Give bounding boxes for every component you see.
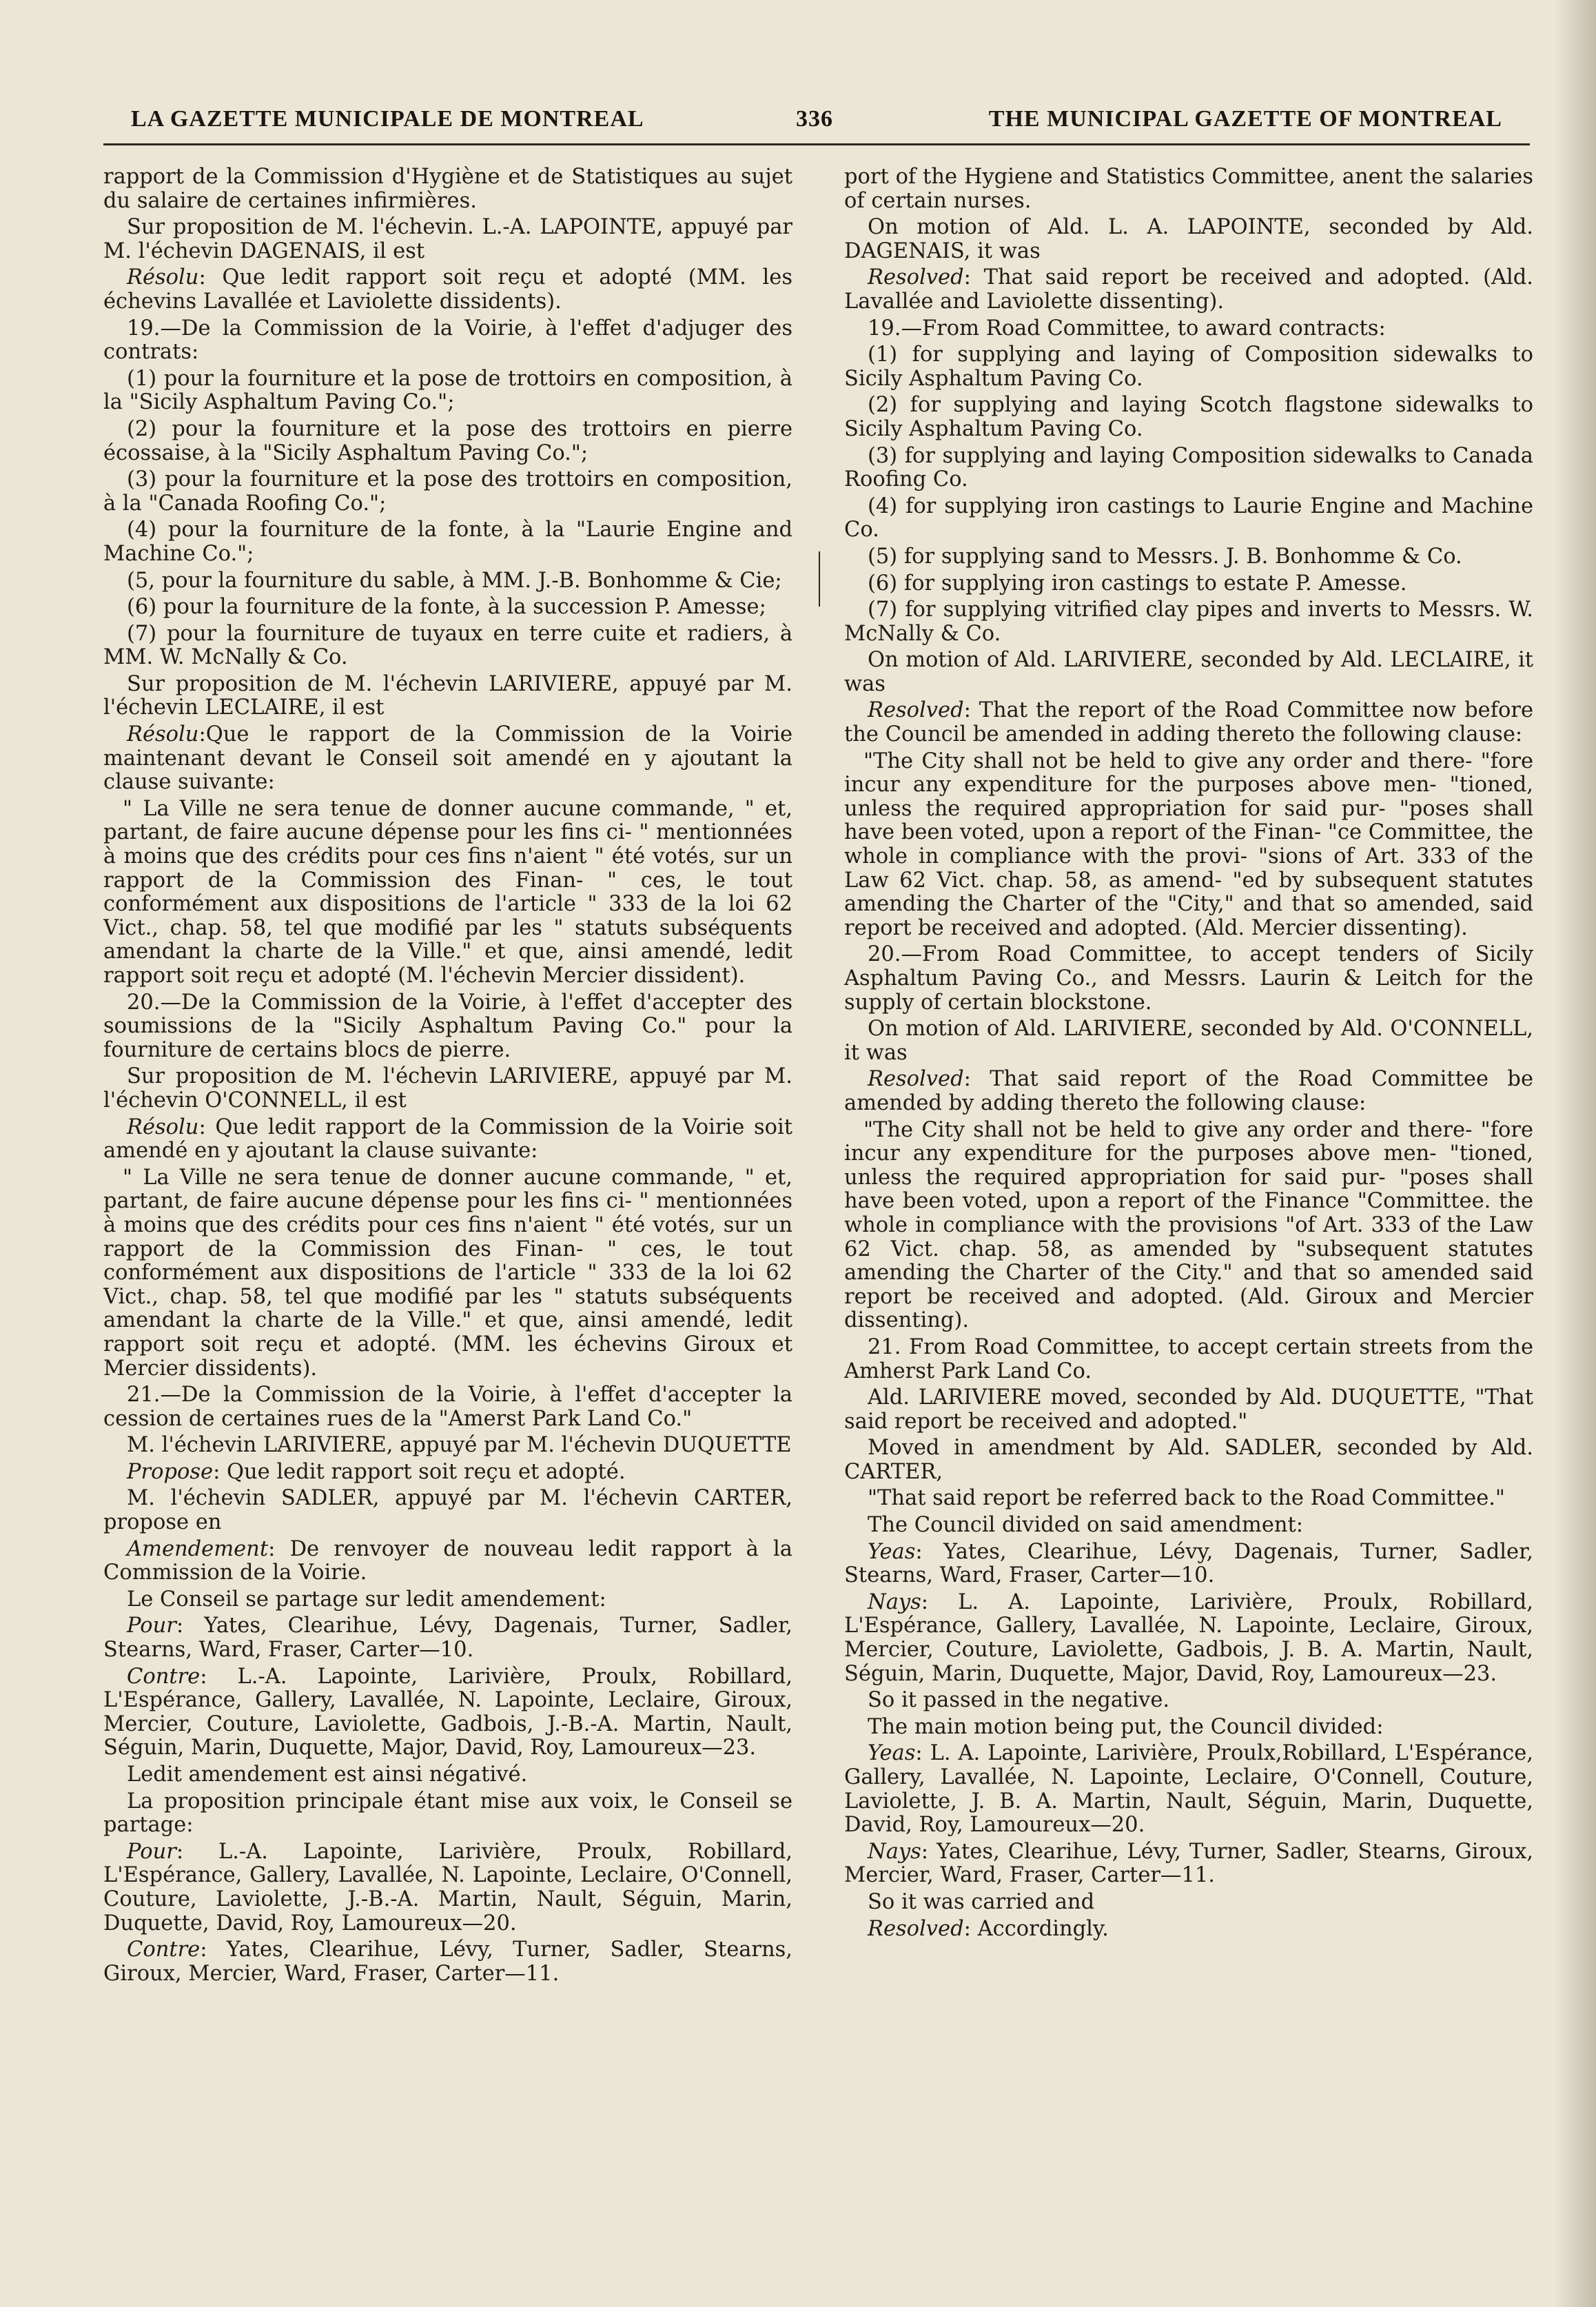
paragraph-label: Resolved [868,1916,964,1941]
paragraph [103,991,792,1063]
paragraph [844,1119,1533,1333]
paragraph-label: Contre [127,1664,201,1689]
paragraph [844,1514,1533,1538]
paragraph [844,545,1533,569]
paragraph [103,1538,792,1585]
paragraph-text: Sur proposition de M. l'échevin LARIVIERE, appuyé par M. l'échevin LECLAIRE, il est [103,671,792,720]
paragraph [844,495,1533,542]
paragraph-text: The Council divided on said amendment: [868,1513,1304,1538]
page-edge-shadow [1555,0,1596,2307]
paragraph-text: : L.-A. Lapointe, Larivière, Proulx, Robillard, L'Espérance, Gallery, Lavallée, N. Lapointe, Leclaire, O'Connell, Couture, Laviolette, J.-B.-A. Martin, Nault, Séguin, Marin, Duquette, David, Roy, Lamoureux—20. [103,1839,792,1935]
paragraph [844,1436,1533,1484]
header-title-french: LA GAZETTE MUNICIPALE DE MONTREAL [131,106,644,132]
paragraph-text: : That said report be received and adopted. (Ald. Lavallée and Laviolette dissenting). [844,265,1533,314]
paragraph [844,317,1533,341]
paragraph [103,1065,792,1112]
paragraph-text: : L.-A. Lapointe, Larivière, Proulx, Robillard, L'Espérance, Gallery, Lavallée, N. Lapointe, Leclaire, Giroux, Mercier, Couture, Laviolette, Gadbois, J.-B.-A. Martin, Nault, Séguin, Marin, Duquette, Major, David, Roy, Lamoureux—23. [103,1664,792,1760]
paragraph [103,1938,792,1986]
paragraph-text: 20.—De la Commission de la Voirie, à l'effet d'accepter des soumissions de la "Sicily Asphaltum Paving Co." pour la fourniture de certains blocs de pierre. [103,990,792,1062]
paragraph [103,317,792,365]
paragraph-text: (6) for supplying iron castings to estate P. Amesse. [868,571,1407,596]
paragraph [844,598,1533,646]
paragraph-text: (2) pour la fourniture et la pose des trottoirs en pierre écossaise, à la "Sicily Asphaltum Paving Co."; [103,416,792,465]
paragraph-label: Amendement [127,1536,269,1561]
paragraph-text: rapport de la Commission d'Hygiène et de Statistiques au sujet du salaire de certaines infirmières. [103,165,792,213]
paragraph-text: 19.—From Road Committee, to award contracts: [868,316,1386,341]
paragraph-text: "That said report be referred back to the Road Committee." [868,1486,1505,1511]
paragraph [103,797,792,988]
paragraph-text: La proposition principale étant mise aux voix, le Conseil se partage: [103,1789,792,1838]
paragraph-text: "The City shall not be held to give any order and there- "fore incur any expenditure for the purposes above men- "tioned, unless the required appropriation for said pur- "poses shall have been voted, upon a report of the Finance "Committee. the whole in compliance with the provisions "of Art. 333 of the Law 62 Vict. chap. 58, as amended by "subsequent statutes amending the Charter of the City." and that so amended said report be received and adopted. (Ald. Giroux and Mercier dissenting). [844,1117,1533,1333]
paragraph-text: 20.—From Road Committee, to accept tenders of Sicily Asphaltum Paving Co., and Messrs. Laurin & Leitch for the supply of certain blockstone. [844,942,1533,1015]
paragraph-text: " La Ville ne sera tenue de donner aucune commande, " et, partant, de faire aucune dépense pour les fins ci- " mentionnées à moins que des crédits pour ces fins n'aient " été votés, sur un rapport de la Commission des Finan- " ces, le tout conformément aux dispositions de l'article " 333 de la loi 62 Vict., chap. 58, tel que modifié par les " statuts subséquents amendant la charte de la Ville." et que, ainsi amendé, ledit rapport soit reçu et adopté (M. l'échevin Mercier dissident). [103,796,792,988]
paragraph-text: "The City shall not be held to give any order and there- "fore incur any expenditure for the purposes above men- "tioned, unless the required appropriation for said pur- "poses shall have been voted, upon a report of the Finan- "ce Committee, the whole in compliance with the provi- "sions of Art. 333 of the Law 62 Vict. chap. 58, as amend- "ed by subsequent statutes amending the Charter of the "City," and that so amended, said report be received and adopted. (Ald. Mercier dissenting). [844,749,1533,940]
paragraph [844,572,1533,596]
paragraph [103,1487,792,1534]
paragraph [844,1336,1533,1383]
paragraph-text: So it was carried and [868,1889,1095,1914]
paragraph-text: port of the Hygiene and Statistics Committee, anent the salaries of certain nurses. [844,165,1533,213]
paragraph-label: Resolved [868,1067,964,1092]
paragraph [103,1461,792,1485]
paragraph [103,1763,792,1787]
paragraph [103,1588,792,1612]
paragraph-label: Pour [127,1614,176,1638]
paragraph-text: :Que le rapport de la Commission de la Voirie maintenant devant le Conseil soit amendé en y ajoutant la clause suivante: [103,722,792,795]
header-title-english: THE MUNICIPAL GAZETTE OF MONTREAL [988,106,1502,132]
paragraph [844,1068,1533,1115]
paragraph [103,418,792,465]
paragraph-text: : Yates, Clearihue, Lévy, Dagenais, Turner, Sadler, Stearns, Ward, Fraser, Carter—10. [103,1614,792,1663]
paragraph-text: : Que ledit rapport soit reçu et adopté. [213,1459,626,1484]
paragraph-text: Le Conseil se partage sur ledit amendement: [127,1587,606,1612]
paragraph [103,165,792,213]
paragraph-text: : L. A. Lapointe, Larivière, Proulx,Robillard, L'Espérance, Gallery, Lavallée, N. Lapointe, Leclaire, O'Connell, Couture, Laviolette, J. B. A. Martin, Nault, Séguin, Marin, Duquette, David, Roy, Lamoureux—20. [844,1741,1533,1838]
paragraph-text: On motion of Ald. LARIVIERE, seconded by Ald. O'CONNELL, it was [844,1017,1533,1065]
paragraph-text: 21.—De la Commission de la Voirie, à l'effet d'accepter la cession de certaines rues de la "Amerst Park Land Co." [103,1383,792,1431]
paragraph [103,1434,792,1458]
paragraph-label: Contre [127,1938,201,1962]
paragraph [103,1790,792,1838]
paragraph [103,518,792,566]
paragraph [844,343,1533,391]
paragraph [844,445,1533,492]
paragraph-label: Résolu [127,1115,199,1139]
paragraph-text: : That said report of the Road Committee be amended by adding thereto the following clause: [844,1067,1533,1115]
paragraph-text: (7) pour la fourniture de tuyaux en terre cuite et radiers, à MM. W. McNally & Co. [103,621,792,670]
paragraph-label: Résolu [127,265,199,290]
paragraph-text: : That the report of the Road Committee now before the Council be amended in adding thereto the following clause: [844,698,1533,747]
paragraph [844,394,1533,441]
paragraph-text: (4) for supplying iron castings to Laurie Engine and Machine Co. [844,494,1533,542]
paragraph [103,1383,792,1431]
paragraph [103,1166,792,1381]
paragraph-text: (4) pour la fourniture de la fonte, à la "Laurie Engine and Machine Co."; [103,518,792,566]
paragraph [844,1840,1533,1888]
page-header [131,103,1502,143]
paragraph [844,1017,1533,1065]
paragraph-text: : L. A. Lapointe, Larivière, Proulx, Robillard, L'Espérance, Gallery, Lavallée, N. Lapointe, Leclaire, Giroux, Mercier, Couture, Laviolette, Gadbois, J. B. A. Martin, Nault, Séguin, Marin, Duquette, Major, David, Roy, Lamoureux—23. [844,1589,1533,1686]
paragraph [103,596,792,620]
paragraph-text: (5) for supplying sand to Messrs. J. B. Bonhomme & Co. [868,544,1462,569]
paragraph [844,649,1533,696]
paragraph [103,468,792,516]
paragraph-text: (1) pour la fourniture et la pose de trottoirs en composition, à la "Sicily Asphaltum Paving Co."; [103,366,792,415]
paragraph-text: : Que ledit rapport de la Commission de la Voirie soit amendé en y ajoutant la clause suivante: [103,1115,792,1163]
paragraph-text: Sur proposition de M. l'échevin. L.-A. LAPOINTE, appuyé par M. l'échevin DAGENAIS, il est [103,215,792,263]
paragraph-text: Ledit amendement est ainsi négativé. [127,1762,528,1787]
paragraph [103,1614,792,1662]
paragraph [844,1716,1533,1740]
french-column [103,165,792,2275]
paragraph-text: M. l'échevin LARIVIERE, appuyé par M. l'échevin DUQUETTE [127,1433,792,1458]
paragraph [103,622,792,670]
paragraph-label: Résolu [127,722,199,747]
paragraph [844,1591,1533,1686]
column-divider [819,551,820,607]
paragraph [844,216,1533,263]
paragraph-text: : Yates, Clearihue, Lévy, Turner, Sadler, Stearns, Giroux, Mercier, Ward, Fraser, Carter—11. [844,1839,1533,1888]
paragraph [844,1386,1533,1434]
paragraph [103,569,792,593]
paragraph-text: M. l'échevin SADLER, appuyé par M. l'échevin CARTER, propose en [103,1486,792,1535]
paragraph-text: (1) for supplying and laying of Composition sidewalks to Sicily Asphaltum Paving Co. [844,343,1533,391]
paragraph-text: (7) for supplying vitrified clay pipes and inverts to Messrs. W. McNally & Co. [844,598,1533,646]
paragraph [844,165,1533,213]
paragraph [844,1487,1533,1511]
paragraph [103,1116,792,1163]
paragraph [103,266,792,314]
paragraph [103,1840,792,1935]
paragraph [103,1665,792,1760]
paragraph-text: : De renvoyer de nouveau ledit rapport à la Commission de la Voirie. [103,1536,792,1585]
paragraph [844,1918,1533,1942]
paragraph-text: (6) pour la fourniture de la fonte, à la succession P. Amesse; [127,595,766,620]
paragraph-label: Nays [868,1589,921,1614]
english-column [844,165,1533,2275]
paragraph-text: The main motion being put, the Council divided: [868,1714,1384,1739]
paragraph-text: On motion of Ald. LARIVIERE, seconded by Ald. LECLAIRE, it was [844,648,1533,696]
paragraph [844,1689,1533,1713]
paragraph [844,943,1533,1015]
paragraph-text: So it passed in the negative. [868,1688,1170,1713]
paragraph [103,673,792,720]
paragraph-text: (3) pour la fourniture et la pose des trottoirs en composition, à la "Canada Roofing Co."; [103,467,792,516]
paragraph [844,699,1533,746]
paragraph-label: Nays [868,1839,921,1864]
paragraph-text: : Yates, Clearihue, Lévy, Dagenais, Turner, Sadler, Stearns, Ward, Fraser, Carter—10. [844,1539,1533,1588]
paragraph-label: Resolved [868,698,964,723]
paragraph-label: Pour [127,1839,176,1864]
paragraph-text: : Accordingly. [963,1916,1109,1941]
paragraph [103,723,792,795]
paragraph-text: (5, pour la fourniture du sable, à MM. J.-B. Bonhomme & Cie; [127,568,782,593]
paragraph-label: Yeas [868,1539,916,1564]
paragraph-text: " La Ville ne sera tenue de donner aucune commande, " et, partant, de faire aucune dépense pour les fins ci- " mentionnées à moins que des crédits pour ces fins n'aient " été votés, sur un rapport de la Commission des Finan- " ces, le tout conformément aux dispositions de l'article " 333 de la loi 62 Vict., chap. 58, tel que modifié par les " statuts subséquents amendant la charte de la Ville." et que, ainsi amendé, ledit rapport soit reçu et adopté. (MM. les échevins Giroux et Mercier dissidents). [103,1165,792,1381]
paragraph-text: Sur proposition de M. l'échevin LARIVIERE, appuyé par M. l'échevin O'CONNELL, il est [103,1064,792,1112]
paragraph [844,1742,1533,1837]
paragraph-text: Moved in amendment by Ald. SADLER, seconded by Ald. CARTER, [844,1436,1533,1484]
paragraph [844,1541,1533,1588]
paragraph-text: On motion of Ald. L. A. LAPOINTE, seconded by Ald. DAGENAIS, it was [844,215,1533,263]
paragraph [103,216,792,263]
paragraph-label: Yeas [868,1741,916,1766]
page-number: 336 [796,106,833,132]
paragraph-label: Propose [127,1459,214,1484]
paragraph-label: Resolved [868,265,964,290]
paragraph [844,1891,1533,1915]
paragraph-text: 19.—De la Commission de la Voirie, à l'effet d'adjuger des contrats: [103,316,792,365]
paragraph [103,367,792,415]
header-rule [103,143,1530,145]
paragraph-text: 21. From Road Committee, to accept certain streets from the Amherst Park Land Co. [844,1334,1533,1383]
paragraph-text: (3) for supplying and laying Composition sidewalks to Canada Roofing Co. [844,443,1533,492]
paragraph [844,750,1533,941]
paragraph [844,266,1533,314]
paragraph-text: (2) for supplying and laying Scotch flagstone sidewalks to Sicily Asphaltum Paving Co. [844,393,1533,441]
paragraph-text: : Yates, Clearihue, Lévy, Turner, Sadler, Stearns, Giroux, Mercier, Ward, Fraser, Carter—11. [103,1938,792,1986]
paragraph-text: : Que ledit rapport soit reçu et adopté (MM. les échevins Lavallée et Laviolette dissidents). [103,265,792,314]
paragraph-text: Ald. LARIVIERE moved, seconded by Ald. DUQUETTE, "That said report be received and adopted." [844,1385,1533,1434]
